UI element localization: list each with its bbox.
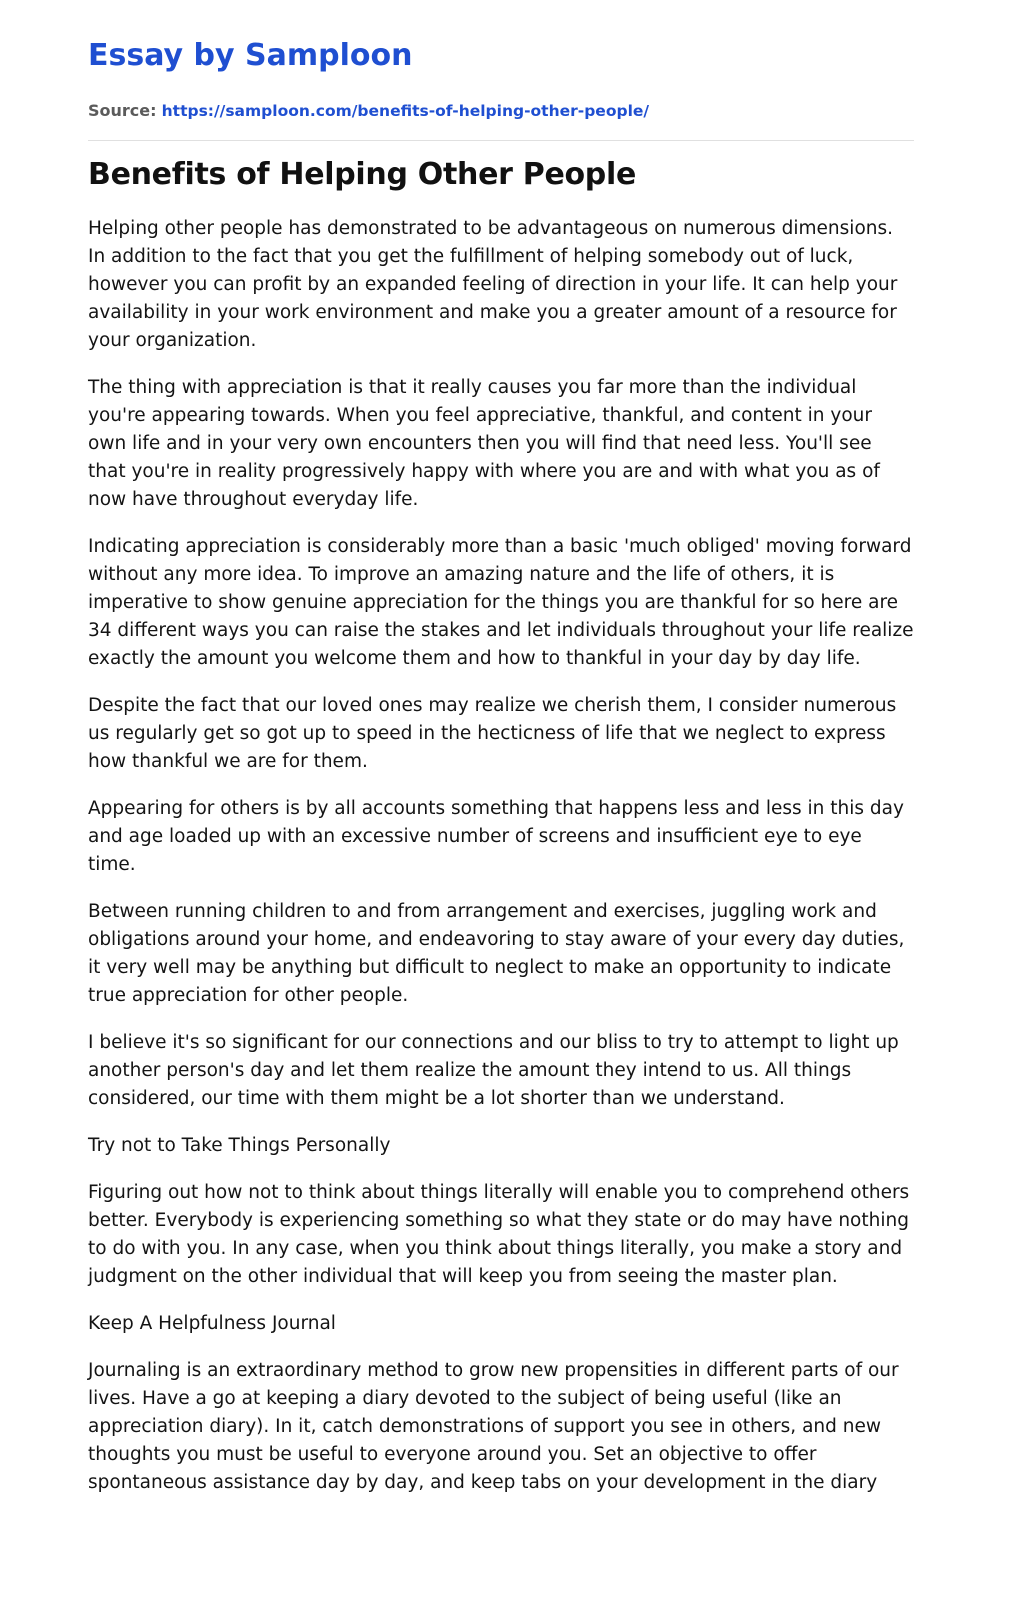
header-divider: [88, 140, 914, 141]
paragraph: Appearing for others is by all accounts something that happens less and less in this day and age loaded up with an excessive number of screens and insufficient eye to eye time.: [88, 798, 904, 875]
section-heading: Try not to Take Things Personally: [88, 1135, 391, 1156]
section-heading: Keep A Helpfulness Journal: [88, 1313, 336, 1334]
brand-title: Essay by Samploon: [88, 38, 413, 73]
paragraph: I believe it's so significant for our connections and our bliss to try to attempt to light up another person's day and let them realize the amount they intend to us. All things considered, our time with them might be a lot shorter than we understand.: [88, 1032, 899, 1109]
essay-body: [88, 215, 914, 1497]
paragraph: Figuring out how not to think about things literally will enable you to comprehend others better. Everybody is experiencing something so what they state or do may have nothing to do with you. In any case, when you think about things literally, you make a story and judgment on the other individual that will keep you from seeing the master plan.: [88, 1182, 910, 1287]
paragraph: Helping other people has demonstrated to be advantageous on numerous dimensions. In addition to the fact that you get the fulfillment of helping somebody out of luck, however you can profit by an expanded feeling of direction in your life. It can help your availability in your work environment and make you a greater amount of a resource for your organization.: [88, 218, 898, 351]
paragraph: Despite the fact that our loved ones may realize we cherish them, I consider numerous us regularly get so got up to speed in the hecticness of life that we neglect to express how thankful we are for them.: [88, 695, 897, 772]
essay-title: Benefits of Helping Other People: [88, 157, 637, 192]
paragraph: Indicating appreciation is considerably more than a basic 'much obliged' moving forward without any more idea. To improve an amazing nature and the life of others, it is imperative to show genuine appreciation for the things you are thankful for so here are 34 different ways you can raise the stakes and let individuals throughout your life realize exactly the amount you welcome them and how to thankful in your day by day life.: [88, 536, 914, 669]
paragraph: Journaling is an extraordinary method to grow new propensities in different parts of our lives. Have a go at keeping a diary devoted to the subject of being useful (like an appreciation diary). In it, catch demonstrations of support you see in others, and new thoughts you must be useful to everyone around you. Set an objective to offer spontaneous assistance day by day, and keep tabs on your development in the diary: [88, 1360, 899, 1493]
paragraph: The thing with appreciation is that it really causes you far more than the individual you're appearing towards. When you feel appreciative, thankful, and content in your own life and in your very own encounters then you will find that need less. You'll see that you're in reality progressively happy with where you are and with what you as of now have throughout everyday life.: [88, 377, 880, 510]
paragraph: Between running children to and from arrangement and exercises, juggling work and obligations around your home, and endeavoring to stay aware of your every day duties, it very well may be anything but difficult to neglect to make an opportunity to indicate true appreciation for other people.: [88, 901, 905, 1006]
source-link[interactable]: https://samploon.com/benefits-of-helping-other-people/: [161, 102, 650, 120]
source-label: Source:: [88, 101, 157, 120]
source-line: [88, 100, 914, 122]
